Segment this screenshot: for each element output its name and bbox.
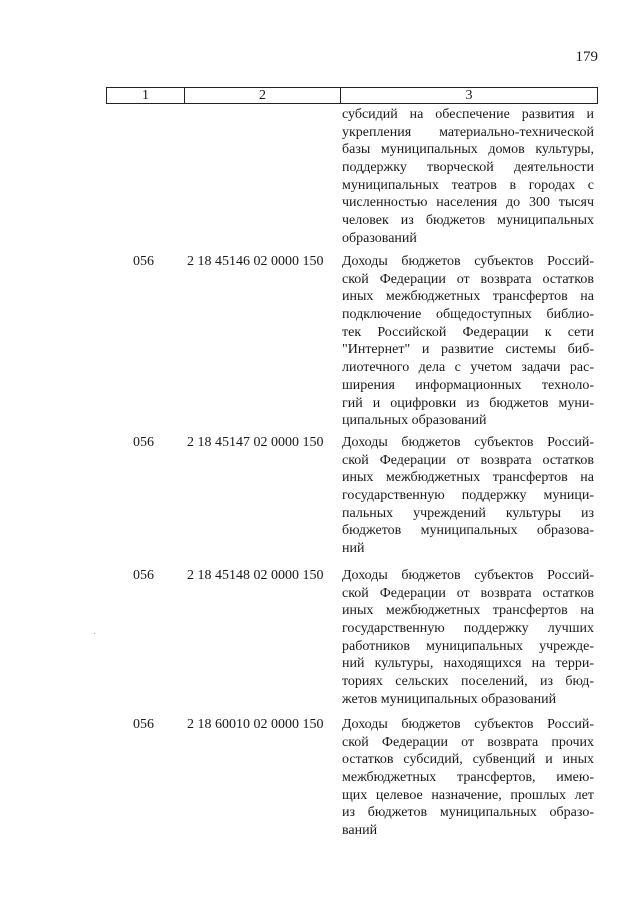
row-description	[342, 253, 594, 430]
description-line: Доходы бюджетов субъектов Россий-	[342, 435, 594, 450]
description-line: ской Федерации от возврата остатков	[342, 585, 594, 601]
description-line: ципальных образований	[342, 413, 487, 429]
description-line: иных межбюджетных трансфертов на	[342, 603, 594, 619]
row-description	[342, 716, 594, 840]
budget-classification-code: 2 18 45147 02 0000 150	[187, 435, 324, 450]
admin-code: 056	[133, 254, 154, 269]
description-line: Доходы бюджетов субъектов Россий-	[342, 717, 594, 732]
admin-code: 056	[133, 717, 154, 732]
row-description	[342, 434, 594, 558]
description-line: из бюджетов муниципальных образо-	[342, 805, 594, 821]
row-description	[342, 567, 594, 709]
description-line: Доходы бюджетов субъектов Россий-	[342, 568, 594, 583]
description-line: ний культуры, находящихся на терри-	[342, 656, 594, 672]
description-line: бюджетов муниципальных образова-	[342, 523, 594, 539]
description-line: образований	[342, 230, 417, 246]
description-line: иных межбюджетных трансфертов на	[342, 470, 594, 486]
budget-classification-code: 2 18 45146 02 0000 150	[187, 254, 324, 269]
description-line: человек из бюджетов муниципальных	[342, 213, 594, 229]
header-col-2: 2	[184, 88, 340, 103]
description-line: ской Федерации от возврата остатков	[342, 452, 594, 468]
description-line: Доходы бюджетов субъектов Россий-	[342, 254, 594, 269]
description-line: ширения информационных техноло-	[342, 377, 594, 393]
description-line: жетов муниципальных образований	[342, 691, 557, 707]
header-col-3: 3	[340, 88, 597, 103]
description-line: муниципальных театров в городах с	[342, 177, 594, 193]
page-number: 179	[575, 49, 598, 65]
description-line: численностью населения до 300 тысяч	[342, 195, 594, 211]
description-line: государственную поддержку лучших	[342, 621, 594, 637]
continuation-description	[342, 106, 594, 248]
description-line: иных межбюджетных трансфертов на	[342, 289, 594, 305]
description-line: ний	[342, 541, 365, 557]
budget-classification-code: 2 18 60010 02 0000 150	[187, 717, 324, 732]
description-line: остатков субсидий, субвенций и иных	[342, 752, 594, 768]
description-line: межбюджетных трансфертов, имею-	[342, 770, 594, 786]
description-line: ваний	[342, 823, 378, 839]
header-col-1: 1	[142, 88, 149, 103]
description-line: государственную поддержку муници-	[342, 488, 594, 504]
description-line: ской Федерации от возврата прочих	[342, 734, 594, 750]
description-line: тек Российской Федерации к сети	[342, 324, 594, 340]
scan-speck	[94, 633, 95, 634]
description-line: поддержку творческой деятельности	[342, 160, 594, 176]
description-line: субсидий на обеспечение развития и	[342, 107, 594, 122]
admin-code: 056	[133, 435, 154, 450]
description-line: укрепления материально-технической	[342, 124, 594, 140]
admin-code: 056	[133, 568, 154, 583]
description-line: щих целевое назначение, прошлых лет	[342, 787, 594, 803]
description-line: ториях сельских поселений, из бюд-	[342, 674, 594, 690]
description-line: базы муниципальных домов культуры,	[342, 142, 594, 158]
description-line: работников муниципальных учрежде-	[342, 638, 594, 654]
description-line: "Интернет" и развитие системы биб-	[342, 342, 594, 358]
description-line: гий и оцифровки из бюджетов муни-	[342, 395, 594, 411]
description-line: лиотечного дела с учетом задачи рас-	[342, 360, 594, 376]
description-line: ской Федерации от возврата остатков	[342, 271, 594, 287]
budget-classification-code: 2 18 45148 02 0000 150	[187, 568, 324, 583]
description-line: подключение общедоступных библио-	[342, 307, 594, 323]
description-line: пальных учреждений культуры из	[342, 505, 594, 521]
table-header	[106, 87, 598, 104]
